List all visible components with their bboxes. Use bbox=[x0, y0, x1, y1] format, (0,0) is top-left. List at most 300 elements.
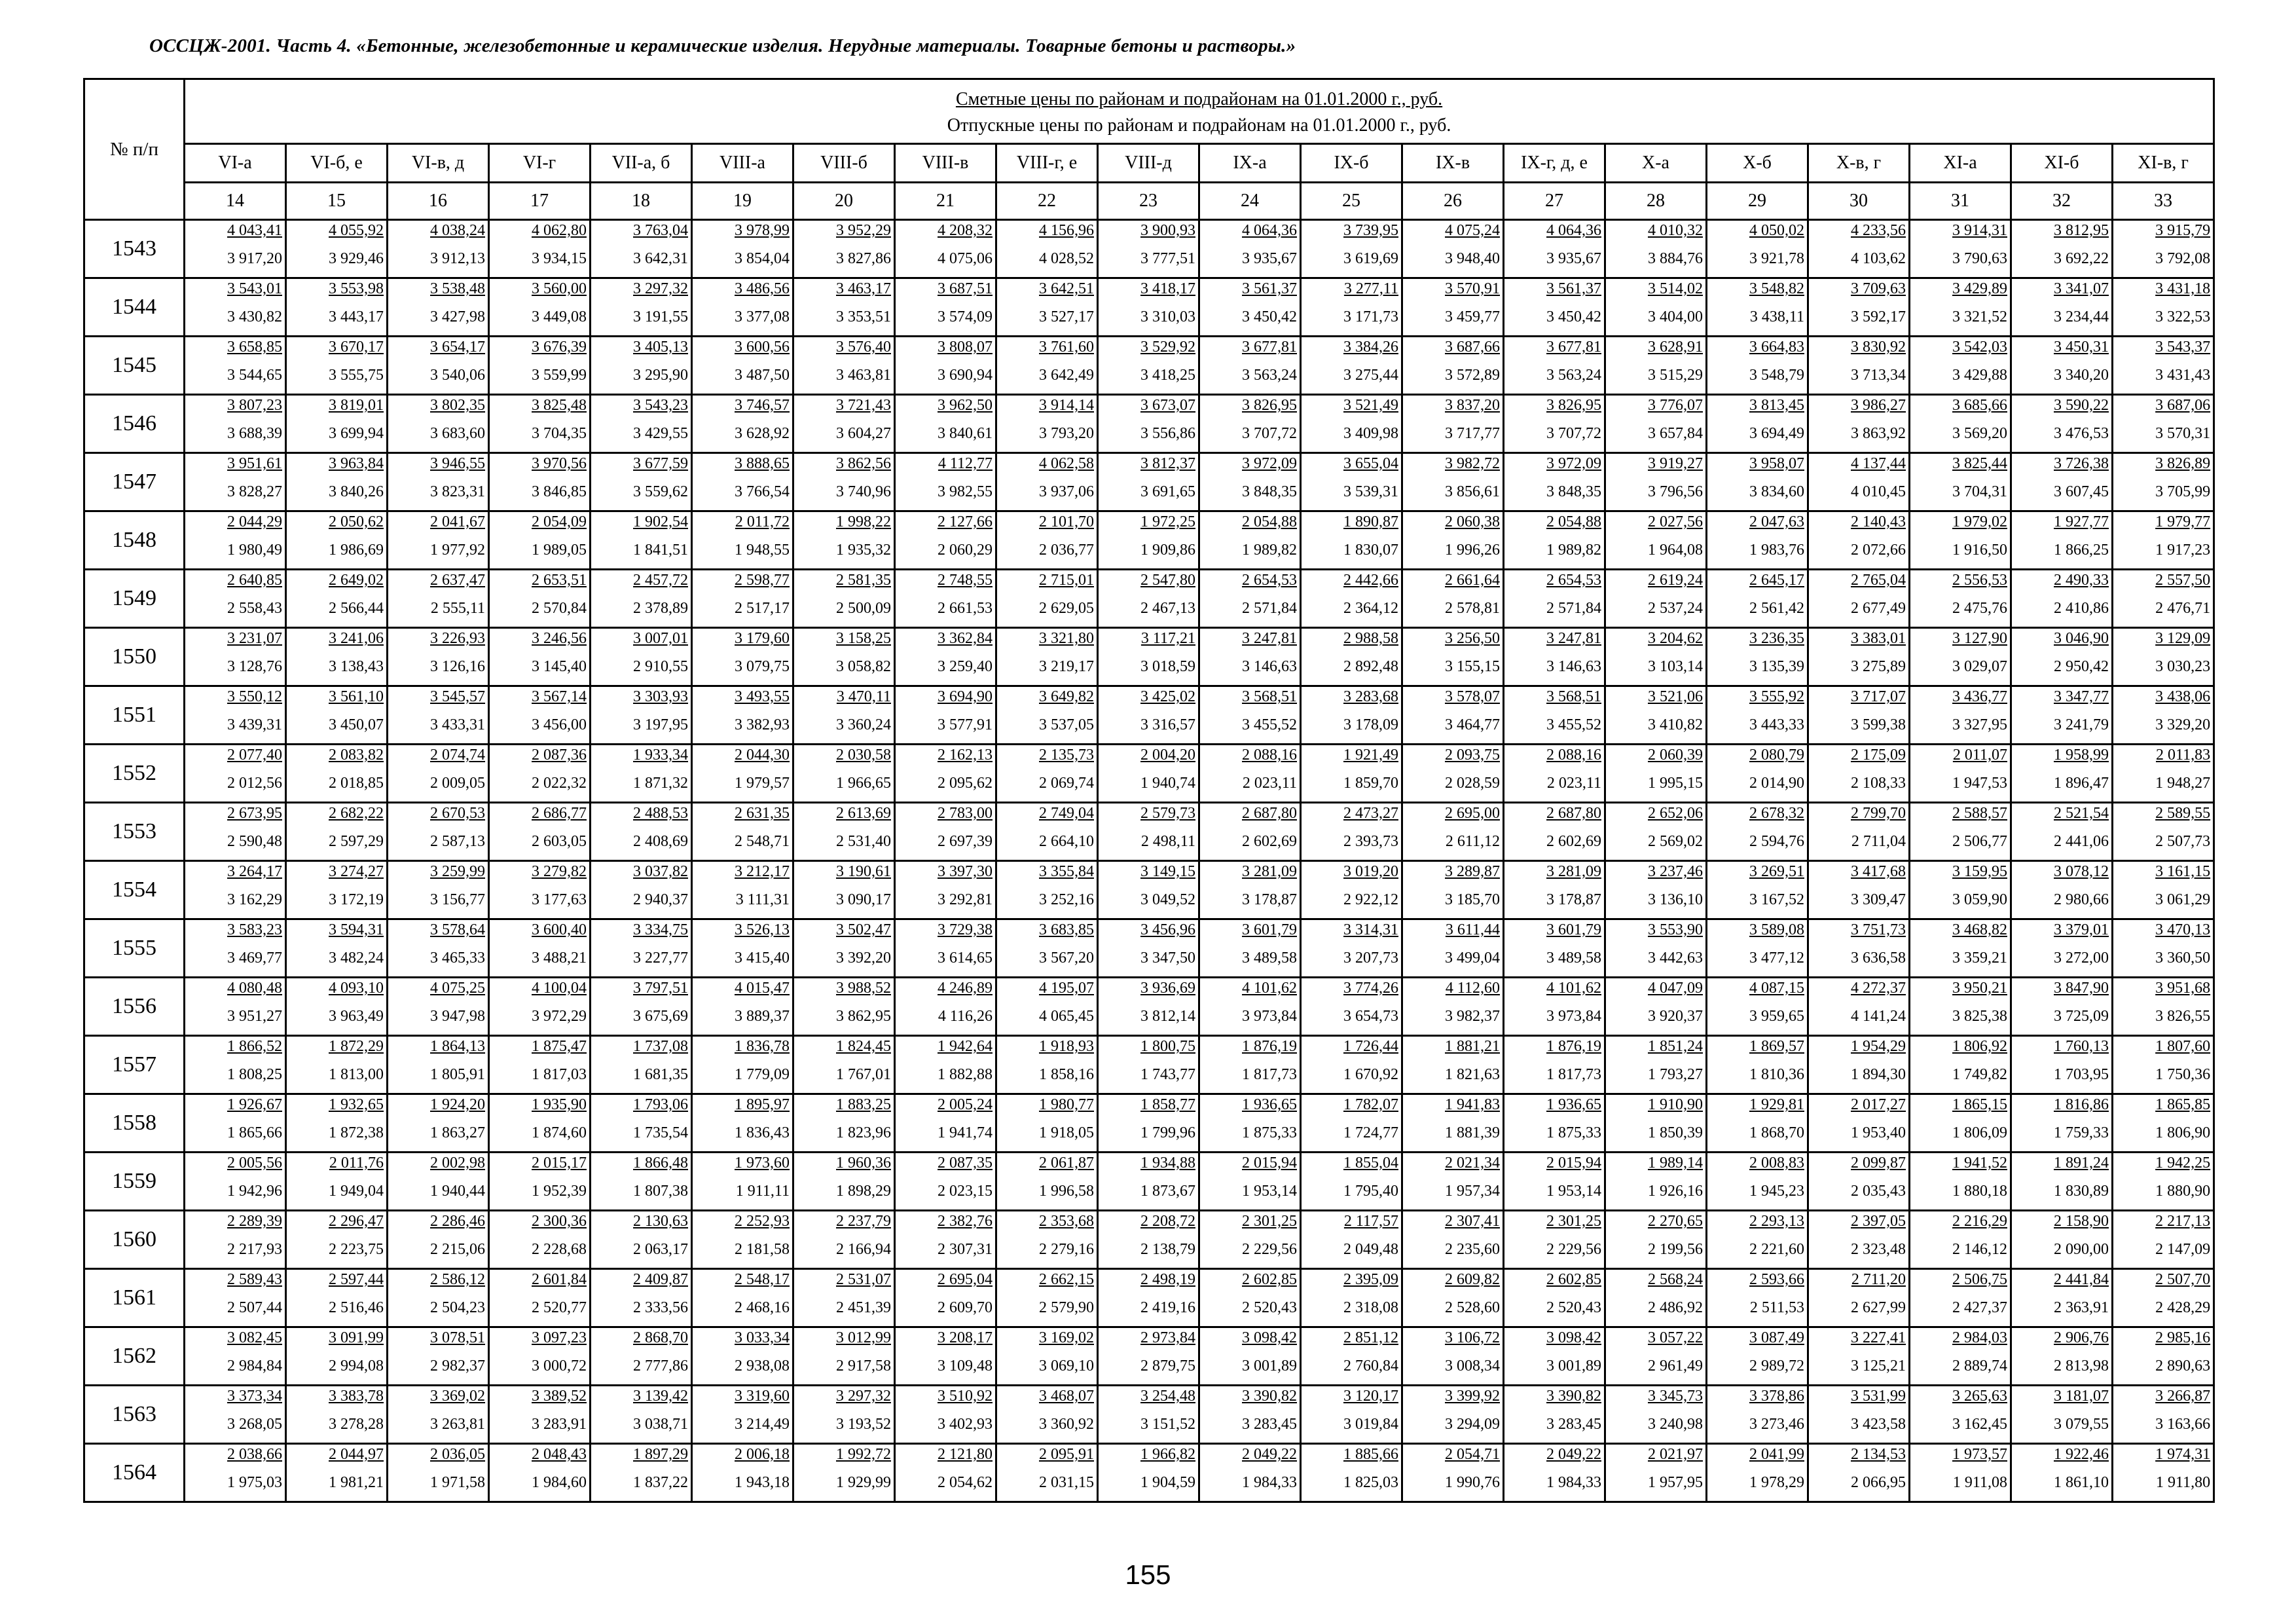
release-price: 3 167,52 bbox=[1749, 891, 1804, 908]
release-price: 3 657,84 bbox=[1648, 425, 1703, 442]
estimated-price: 1 972,25 bbox=[1140, 513, 1195, 530]
price-cell bbox=[591, 1094, 692, 1153]
estimated-price-wrap bbox=[1099, 221, 1198, 240]
release-price: 2 279,16 bbox=[1039, 1241, 1094, 1258]
release-price: 2 498,11 bbox=[1140, 833, 1195, 850]
estimated-price-wrap bbox=[794, 337, 894, 356]
region-header: IX-г, д, е bbox=[1504, 144, 1605, 183]
price-cell bbox=[2113, 919, 2214, 978]
estimated-price-wrap bbox=[1910, 803, 2010, 822]
estimated-price: 1 806,92 bbox=[1952, 1038, 2007, 1055]
estimated-price-wrap bbox=[896, 803, 995, 822]
estimated-price: 1 782,07 bbox=[1343, 1096, 1398, 1113]
price-cell bbox=[1605, 1386, 1707, 1444]
estimated-price: 4 038,24 bbox=[430, 222, 485, 239]
price-cell bbox=[1402, 1211, 1504, 1269]
estimated-price-wrap bbox=[896, 512, 995, 531]
estimated-price-wrap bbox=[896, 221, 995, 240]
estimated-price-wrap bbox=[1809, 396, 1908, 415]
estimated-price: 1 890,87 bbox=[1343, 513, 1398, 530]
price-cell bbox=[1301, 919, 1402, 978]
release-price: 3 675,69 bbox=[633, 1008, 688, 1025]
estimated-price: 2 005,56 bbox=[227, 1154, 282, 1172]
release-price: 3 423,58 bbox=[1851, 1416, 1906, 1433]
estimated-price-wrap bbox=[2012, 978, 2111, 997]
estimated-price-wrap bbox=[1504, 1328, 1604, 1347]
estimated-price-wrap bbox=[1099, 978, 1198, 997]
estimated-price: 2 654,53 bbox=[1546, 572, 1601, 589]
price-cell bbox=[1402, 803, 1504, 861]
release-price: 1 940,44 bbox=[430, 1183, 485, 1200]
estimated-price-wrap bbox=[1403, 745, 1503, 764]
estimated-price: 2 661,64 bbox=[1445, 572, 1500, 589]
estimated-price-wrap bbox=[1200, 920, 1300, 939]
estimated-price-wrap bbox=[997, 1270, 1097, 1289]
estimated-price-wrap bbox=[794, 454, 894, 473]
price-cell bbox=[1098, 1327, 1199, 1386]
release-price: 3 433,31 bbox=[430, 716, 485, 733]
release-price: 3 402,93 bbox=[938, 1416, 993, 1433]
estimated-price: 2 175,09 bbox=[1851, 747, 1906, 764]
price-cell bbox=[591, 628, 692, 686]
price-cell bbox=[1504, 453, 1605, 511]
price-cell bbox=[489, 1386, 591, 1444]
estimated-price-wrap bbox=[287, 1445, 386, 1464]
estimated-price-wrap bbox=[1606, 221, 1705, 240]
estimated-price: 2 093,75 bbox=[1445, 747, 1500, 764]
column-number: 32 bbox=[2011, 183, 2113, 220]
estimated-price: 3 383,78 bbox=[329, 1388, 384, 1405]
release-price: 1 945,23 bbox=[1749, 1183, 1804, 1200]
estimated-price-wrap bbox=[1707, 1095, 1807, 1114]
release-price: 3 059,90 bbox=[1952, 891, 2007, 908]
release-price: 3 577,91 bbox=[938, 716, 993, 733]
release-price: 3 197,95 bbox=[633, 716, 688, 733]
estimated-price-wrap bbox=[1606, 862, 1705, 881]
estimated-price-wrap bbox=[388, 1328, 488, 1347]
estimated-price-wrap bbox=[794, 1153, 894, 1172]
estimated-price: 2 087,35 bbox=[938, 1154, 993, 1172]
estimated-price: 2 011,07 bbox=[1952, 747, 2007, 764]
release-price: 3 069,10 bbox=[1039, 1357, 1094, 1375]
estimated-price: 2 216,29 bbox=[1952, 1213, 2007, 1230]
estimated-price: 3 797,51 bbox=[633, 980, 688, 997]
release-price: 1 996,58 bbox=[1039, 1183, 1094, 1200]
estimated-price: 2 162,13 bbox=[938, 747, 993, 764]
estimated-price: 2 011,72 bbox=[735, 513, 790, 530]
release-price: 3 429,88 bbox=[1952, 367, 2007, 384]
estimated-price: 2 984,03 bbox=[1952, 1329, 2007, 1346]
estimated-price: 3 807,23 bbox=[227, 397, 282, 414]
release-price: 3 360,24 bbox=[836, 716, 891, 733]
price-cell bbox=[793, 1036, 895, 1094]
price-cell bbox=[1707, 861, 1808, 919]
estimated-price-wrap bbox=[1200, 978, 1300, 997]
price-cell bbox=[692, 1211, 793, 1269]
price-cell bbox=[1808, 919, 1910, 978]
price-cell bbox=[895, 978, 996, 1036]
price-cell bbox=[489, 395, 591, 453]
estimated-price: 3 227,41 bbox=[1851, 1329, 1906, 1346]
price-cell bbox=[1199, 1327, 1301, 1386]
estimated-price-wrap bbox=[1302, 687, 1401, 706]
estimated-price: 3 383,01 bbox=[1851, 630, 1906, 647]
estimated-price: 3 576,40 bbox=[836, 339, 891, 356]
release-price: 1 817,73 bbox=[1242, 1066, 1297, 1083]
price-cell bbox=[2113, 278, 2214, 337]
release-price: 3 146,63 bbox=[1242, 658, 1297, 675]
estimated-price-wrap bbox=[1200, 803, 1300, 822]
row-number: 1545 bbox=[84, 337, 185, 395]
price-cell bbox=[1808, 1327, 1910, 1386]
release-price: 1 759,33 bbox=[2054, 1124, 2109, 1141]
estimated-price-wrap bbox=[490, 803, 589, 822]
estimated-price-wrap bbox=[1200, 1211, 1300, 1230]
estimated-price: 2 588,57 bbox=[1952, 805, 2007, 822]
release-price: 2 199,56 bbox=[1648, 1241, 1703, 1258]
price-cell bbox=[2011, 1386, 2113, 1444]
row-number: 1564 bbox=[84, 1444, 185, 1502]
table-row bbox=[84, 686, 2214, 745]
price-cell bbox=[1098, 1036, 1199, 1094]
estimated-price-wrap bbox=[1707, 803, 1807, 822]
estimated-price: 3 826,89 bbox=[2155, 455, 2211, 472]
row-number: 1560 bbox=[84, 1211, 185, 1269]
table-row bbox=[84, 1211, 2214, 1269]
price-cell bbox=[1605, 1211, 1707, 1269]
release-price: 2 333,56 bbox=[633, 1299, 688, 1316]
release-price: 1 735,54 bbox=[633, 1124, 688, 1141]
estimated-price: 3 553,90 bbox=[1648, 921, 1703, 938]
estimated-price: 3 468,07 bbox=[1039, 1388, 1094, 1405]
estimated-price: 3 673,07 bbox=[1140, 397, 1195, 414]
release-price: 3 559,99 bbox=[532, 367, 587, 384]
release-price: 3 572,89 bbox=[1445, 367, 1500, 384]
estimated-price: 3 726,38 bbox=[2054, 455, 2109, 472]
estimated-price-wrap bbox=[693, 454, 792, 473]
estimated-price: 3 521,49 bbox=[1343, 397, 1398, 414]
estimated-price-wrap bbox=[1606, 978, 1705, 997]
price-cell bbox=[388, 1327, 489, 1386]
price-cell bbox=[2011, 453, 2113, 511]
price-cell bbox=[185, 978, 286, 1036]
estimated-price-wrap bbox=[2113, 337, 2213, 356]
estimated-price-wrap bbox=[1403, 1386, 1503, 1405]
price-cell bbox=[793, 861, 895, 919]
estimated-price-wrap bbox=[1707, 629, 1807, 648]
release-price: 3 427,98 bbox=[430, 308, 485, 325]
price-cell bbox=[1402, 395, 1504, 453]
release-price: 1 825,03 bbox=[1343, 1474, 1398, 1491]
release-price: 1 940,74 bbox=[1140, 775, 1195, 792]
estimated-price-wrap bbox=[1910, 1153, 2010, 1172]
estimated-price-wrap bbox=[185, 1328, 285, 1347]
price-cell bbox=[286, 919, 388, 978]
price-cell bbox=[1098, 745, 1199, 803]
estimated-price-wrap bbox=[1302, 978, 1401, 997]
release-price: 2 009,05 bbox=[430, 775, 485, 792]
estimated-price-wrap bbox=[287, 920, 386, 939]
release-price: 3 477,12 bbox=[1749, 950, 1804, 967]
release-price: 2 166,94 bbox=[836, 1241, 891, 1258]
price-cell bbox=[692, 1327, 793, 1386]
estimated-price-wrap bbox=[1099, 337, 1198, 356]
estimated-price: 3 914,31 bbox=[1952, 222, 2007, 239]
price-cell bbox=[793, 628, 895, 686]
price-cell bbox=[1199, 1153, 1301, 1211]
price-cell bbox=[1808, 1211, 1910, 1269]
release-price: 2 060,29 bbox=[938, 542, 993, 559]
price-cell bbox=[895, 1269, 996, 1327]
price-cell bbox=[793, 1094, 895, 1153]
estimated-price-wrap bbox=[490, 978, 589, 997]
estimated-price-wrap bbox=[896, 570, 995, 589]
release-price: 3 642,31 bbox=[633, 250, 688, 267]
release-price: 2 467,13 bbox=[1140, 600, 1195, 617]
estimated-price: 1 876,19 bbox=[1546, 1038, 1601, 1055]
release-price: 3 691,65 bbox=[1140, 483, 1195, 500]
release-price: 1 817,73 bbox=[1546, 1066, 1601, 1083]
release-price: 1 971,58 bbox=[430, 1474, 485, 1491]
estimated-price-wrap bbox=[1606, 1153, 1705, 1172]
estimated-price: 1 865,15 bbox=[1952, 1096, 2007, 1113]
estimated-price-wrap bbox=[794, 803, 894, 822]
estimated-price-wrap bbox=[388, 978, 488, 997]
estimated-price-wrap bbox=[287, 337, 386, 356]
item-number-header: № п/п bbox=[84, 79, 185, 220]
table-row bbox=[84, 628, 2214, 686]
price-cell bbox=[1199, 861, 1301, 919]
release-price: 2 393,73 bbox=[1343, 833, 1398, 850]
estimated-price: 3 297,32 bbox=[633, 280, 688, 297]
column-number: 25 bbox=[1301, 183, 1402, 220]
table-row bbox=[84, 395, 2214, 453]
release-price: 3 327,95 bbox=[1952, 716, 2007, 733]
estimated-price-wrap bbox=[388, 1386, 488, 1405]
estimated-price-wrap bbox=[1200, 1328, 1300, 1347]
estimated-price: 3 139,42 bbox=[633, 1388, 688, 1405]
release-price: 3 515,29 bbox=[1648, 367, 1703, 384]
price-cell bbox=[996, 628, 1098, 686]
price-cell bbox=[1605, 861, 1707, 919]
estimated-price: 2 988,58 bbox=[1343, 630, 1398, 647]
estimated-price-wrap bbox=[1707, 745, 1807, 764]
release-price: 4 116,26 bbox=[938, 1008, 993, 1025]
release-price: 3 008,34 bbox=[1445, 1357, 1500, 1375]
estimated-price-wrap bbox=[591, 920, 691, 939]
price-cell bbox=[1098, 1153, 1199, 1211]
estimated-price: 3 950,21 bbox=[1952, 980, 2007, 997]
price-cell bbox=[1504, 395, 1605, 453]
estimated-price: 1 855,04 bbox=[1343, 1154, 1398, 1172]
estimated-price: 2 653,51 bbox=[532, 572, 587, 589]
price-cell bbox=[1098, 220, 1199, 278]
release-price: 2 879,75 bbox=[1140, 1357, 1195, 1375]
release-price: 1 894,30 bbox=[1851, 1066, 1906, 1083]
estimated-price: 2 687,80 bbox=[1546, 805, 1601, 822]
estimated-price: 2 985,16 bbox=[2155, 1329, 2211, 1346]
price-cell bbox=[1098, 861, 1199, 919]
estimated-price: 3 958,07 bbox=[1749, 455, 1804, 472]
estimated-price: 2 004,20 bbox=[1140, 747, 1195, 764]
estimated-price: 3 664,83 bbox=[1749, 339, 1804, 356]
release-price: 3 921,78 bbox=[1749, 250, 1804, 267]
release-price: 3 704,31 bbox=[1952, 483, 2007, 500]
estimated-price-wrap bbox=[1403, 221, 1503, 240]
estimated-price: 2 015,94 bbox=[1546, 1154, 1601, 1172]
price-cell bbox=[2113, 1094, 2214, 1153]
release-price: 2 486,92 bbox=[1648, 1299, 1703, 1316]
estimated-price-wrap bbox=[1302, 1037, 1401, 1056]
price-cell bbox=[793, 395, 895, 453]
release-price: 3 574,09 bbox=[938, 308, 993, 325]
release-price: 1 964,08 bbox=[1648, 542, 1703, 559]
price-cell bbox=[1605, 337, 1707, 395]
price-cell bbox=[1707, 686, 1808, 745]
price-cell bbox=[2113, 686, 2214, 745]
estimated-price-wrap bbox=[896, 1328, 995, 1347]
release-price: 1 875,33 bbox=[1546, 1124, 1601, 1141]
region-header: VIII-в bbox=[895, 144, 996, 183]
price-cell bbox=[996, 570, 1098, 628]
price-cell bbox=[793, 1153, 895, 1211]
release-price: 3 828,27 bbox=[227, 483, 282, 500]
estimated-price: 3 389,52 bbox=[532, 1388, 587, 1405]
price-cell bbox=[286, 337, 388, 395]
estimated-price: 2 036,05 bbox=[430, 1446, 485, 1463]
estimated-price: 2 589,43 bbox=[227, 1271, 282, 1288]
estimated-price-wrap bbox=[185, 221, 285, 240]
estimated-price: 3 561,37 bbox=[1546, 280, 1601, 297]
release-price: 2 229,56 bbox=[1546, 1241, 1601, 1258]
price-cell bbox=[1301, 1269, 1402, 1327]
estimated-price-wrap bbox=[287, 454, 386, 473]
release-price: 2 500,09 bbox=[836, 600, 891, 617]
release-price: 3 259,40 bbox=[938, 658, 993, 675]
estimated-price-wrap bbox=[2113, 745, 2213, 764]
estimated-price: 3 970,56 bbox=[532, 455, 587, 472]
estimated-price: 2 715,01 bbox=[1039, 572, 1094, 589]
price-cell bbox=[1605, 395, 1707, 453]
estimated-price: 2 158,90 bbox=[2054, 1213, 2109, 1230]
release-price: 3 310,03 bbox=[1140, 308, 1195, 325]
estimated-price-wrap bbox=[1302, 1386, 1401, 1405]
estimated-price: 2 598,77 bbox=[735, 572, 790, 589]
release-price: 1 916,50 bbox=[1952, 542, 2007, 559]
release-price: 3 292,81 bbox=[938, 891, 993, 908]
price-cell bbox=[1707, 1036, 1808, 1094]
estimated-price: 3 266,87 bbox=[2155, 1388, 2211, 1405]
estimated-price-wrap bbox=[1200, 745, 1300, 764]
estimated-price: 2 631,35 bbox=[735, 805, 790, 822]
estimated-price: 3 808,07 bbox=[938, 339, 993, 356]
price-cell bbox=[1808, 628, 1910, 686]
price-cell bbox=[489, 453, 591, 511]
estimated-price-wrap bbox=[794, 978, 894, 997]
estimated-price: 3 321,80 bbox=[1039, 630, 1094, 647]
release-price: 3 619,69 bbox=[1343, 250, 1398, 267]
release-price: 1 793,27 bbox=[1648, 1066, 1703, 1083]
estimated-price-wrap bbox=[1606, 1270, 1705, 1289]
price-cell bbox=[895, 686, 996, 745]
release-price: 2 378,89 bbox=[633, 600, 688, 617]
estimated-price: 3 319,60 bbox=[735, 1388, 790, 1405]
price-cell bbox=[2113, 395, 2214, 453]
estimated-price-wrap bbox=[1403, 803, 1503, 822]
estimated-price: 3 919,27 bbox=[1648, 455, 1703, 472]
price-cell bbox=[489, 1211, 591, 1269]
estimated-price: 1 934,88 bbox=[1140, 1154, 1195, 1172]
estimated-price-wrap bbox=[1403, 337, 1503, 356]
estimated-price-wrap bbox=[1809, 1445, 1908, 1464]
estimated-price-wrap bbox=[1302, 221, 1401, 240]
release-price: 3 692,22 bbox=[2054, 250, 2109, 267]
estimated-price: 3 397,30 bbox=[938, 863, 993, 880]
price-cell bbox=[1910, 1386, 2011, 1444]
price-cell bbox=[793, 803, 895, 861]
estimated-price: 4 055,92 bbox=[329, 222, 384, 239]
estimated-price: 2 695,04 bbox=[938, 1271, 993, 1288]
estimated-price: 1 872,29 bbox=[329, 1038, 384, 1055]
estimated-price-wrap bbox=[693, 1445, 792, 1464]
region-header: VI-в, д bbox=[388, 144, 489, 183]
estimated-price-wrap bbox=[185, 1037, 285, 1056]
price-cell bbox=[1808, 570, 1910, 628]
estimated-price: 3 438,06 bbox=[2155, 688, 2211, 705]
release-price: 2 408,69 bbox=[633, 833, 688, 850]
price-cell bbox=[1301, 1153, 1402, 1211]
release-price: 3 489,58 bbox=[1546, 950, 1601, 967]
column-number: 31 bbox=[1910, 183, 2011, 220]
estimated-price-wrap bbox=[1910, 978, 2010, 997]
estimated-price: 3 594,31 bbox=[329, 921, 384, 938]
estimated-price: 3 600,56 bbox=[735, 339, 790, 356]
row-number: 1556 bbox=[84, 978, 185, 1036]
release-price: 3 812,14 bbox=[1140, 1008, 1195, 1025]
estimated-price-wrap bbox=[1910, 279, 2010, 298]
price-cell bbox=[185, 1036, 286, 1094]
price-cell bbox=[1910, 1094, 2011, 1153]
price-cell bbox=[895, 628, 996, 686]
estimated-price: 2 047,63 bbox=[1749, 513, 1804, 530]
estimated-price: 2 382,76 bbox=[938, 1213, 993, 1230]
row-number: 1544 bbox=[84, 278, 185, 337]
estimated-price-wrap bbox=[1809, 629, 1908, 648]
row-number: 1554 bbox=[84, 861, 185, 919]
estimated-price: 3 677,81 bbox=[1546, 339, 1601, 356]
estimated-price-wrap bbox=[693, 221, 792, 240]
release-price: 2 517,17 bbox=[735, 600, 790, 617]
region-header: VII-а, б bbox=[591, 144, 692, 183]
estimated-price: 4 093,10 bbox=[329, 980, 384, 997]
release-price: 2 889,74 bbox=[1952, 1357, 2007, 1375]
price-cell bbox=[2011, 803, 2113, 861]
release-price: 1 989,82 bbox=[1242, 542, 1297, 559]
estimated-price: 2 117,57 bbox=[1343, 1213, 1398, 1230]
price-cell bbox=[286, 1094, 388, 1153]
release-price: 3 699,94 bbox=[329, 425, 384, 442]
table-row bbox=[84, 570, 2214, 628]
estimated-price: 3 399,92 bbox=[1445, 1388, 1500, 1405]
estimated-price: 1 941,83 bbox=[1445, 1096, 1500, 1113]
estimated-price-wrap bbox=[2113, 1445, 2213, 1464]
estimated-price: 3 952,29 bbox=[836, 222, 891, 239]
release-price: 3 241,79 bbox=[2054, 716, 2109, 733]
estimated-price-wrap bbox=[794, 279, 894, 298]
estimated-price: 3 600,40 bbox=[532, 921, 587, 938]
release-price: 3 920,37 bbox=[1648, 1008, 1703, 1025]
price-cell bbox=[286, 1036, 388, 1094]
